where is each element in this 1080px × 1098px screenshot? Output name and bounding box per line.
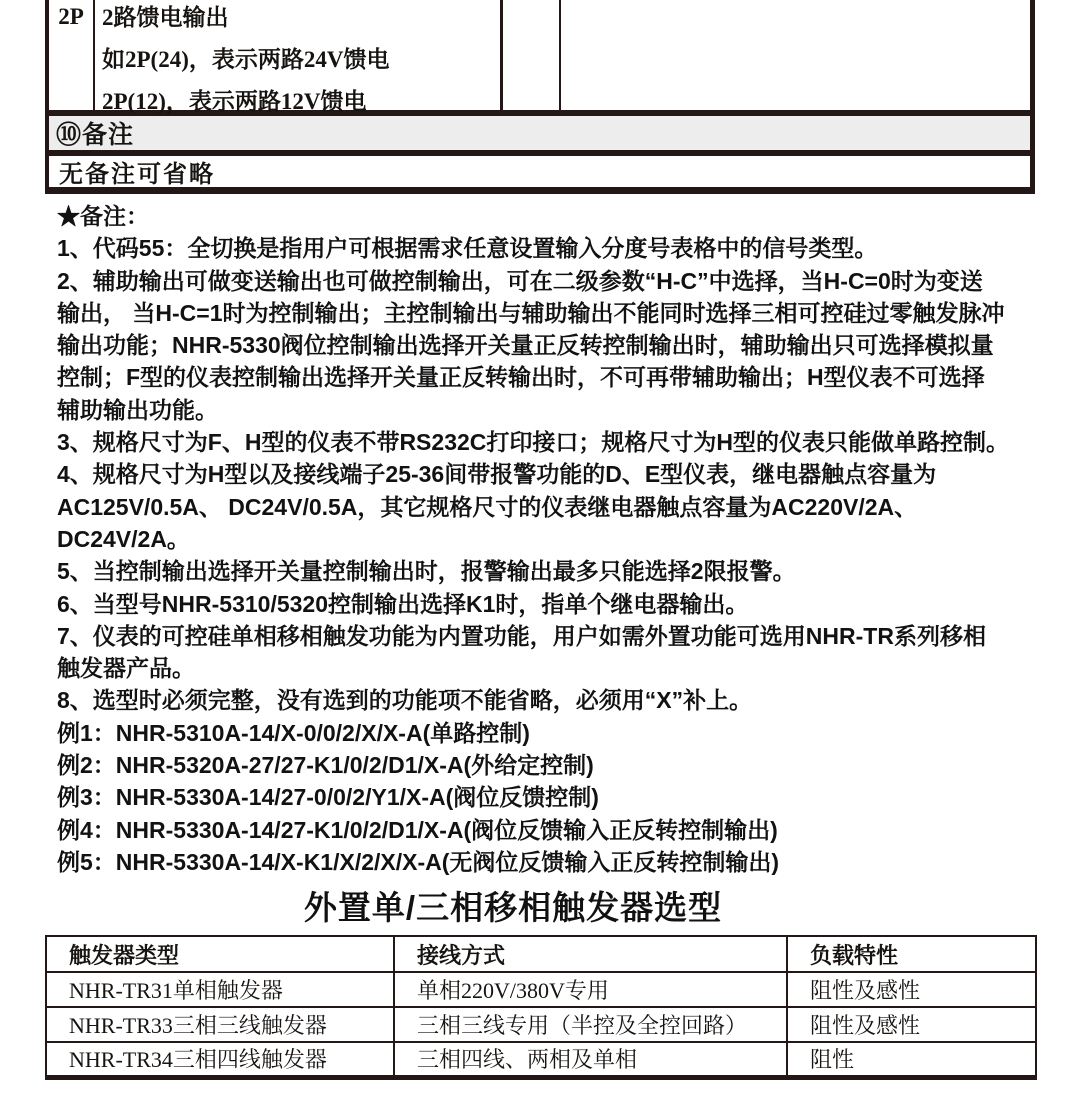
footnote-line: 辅助输出功能。 bbox=[57, 396, 218, 423]
trigger-load-cell: 阻性及感性 bbox=[787, 972, 1036, 1007]
footnote-example-line: 例4：NHR-5330A-14/27-K1/0/2/D1/X-A(阀位反馈输入正反转控制输出) bbox=[57, 816, 778, 843]
ordering-table-row-2p bbox=[45, 0, 1035, 114]
footnote-line: 控制；F型的仪表控制输出选择开关量正反转输出时，不可再带辅助输出；H型仪表不可选择 bbox=[57, 364, 985, 391]
footnote-line: AC125V/0.5A、 DC24V/0.5A，其它规格尺寸的仪表继电器触点容量为AC220V/2A、 bbox=[57, 493, 918, 520]
footnote-line: 触发器产品。 bbox=[57, 655, 195, 682]
trigger-type-cell: NHR-TR33三相三线触发器 bbox=[46, 1007, 394, 1042]
footnote-line: 8、选型时必须完整，没有选到的功能项不能省略，必须用“X”补上。 bbox=[57, 687, 753, 714]
footnote-line: 2、辅助输出可做变送输出也可做控制输出，可在二级参数“H-C”中选择，当H-C=0时为变送 bbox=[57, 267, 983, 294]
footnote-line: 5、当控制输出选择开关量控制输出时，报警输出最多只能选择2限报警。 bbox=[57, 558, 796, 585]
trigger-table-row bbox=[46, 1042, 1036, 1077]
footnote-line: 7、仪表的可控硅单相移相触发功能为内置功能，用户如需外置功能可选用NHR-TR系列移相 bbox=[57, 622, 986, 649]
remark-section-body: 无备注可省略 bbox=[45, 156, 1035, 194]
ordering-description-line: 2P(12)，表示两路12V馈电 bbox=[102, 89, 367, 114]
ordering-empty-narrow-cell bbox=[503, 0, 561, 110]
footnote-line: 3、规格尺寸为F、H型的仪表不带RS232C打印接口；规格尺寸为H型的仪表只能做单路控制。 bbox=[57, 429, 1009, 456]
footnote-example-line: 例2：NHR-5320A-27/27-K1/0/2/D1/X-A(外给定控制) bbox=[57, 752, 594, 779]
footnote-example-line: 例5：NHR-5330A-14/X-K1/X/2/X/X-A(无阀位反馈输入正反转控制输出) bbox=[57, 848, 780, 875]
footnote-example-line: 例1：NHR-5310A-14/X-0/0/2/X/X-A(单路控制) bbox=[57, 719, 530, 746]
ordering-code-cell: 2P bbox=[49, 0, 95, 110]
trigger-table-row bbox=[46, 972, 1036, 1007]
ordering-empty-wide-cell bbox=[561, 0, 1030, 110]
footnote-title: ★备注： bbox=[57, 203, 149, 229]
trigger-section-title: 外置单/三相移相触发器选型 bbox=[303, 889, 723, 926]
footnote-line: 6、当型号NHR-5310/5320控制输出选择K1时，指单个继电器输出。 bbox=[57, 590, 749, 617]
trigger-table-header-load: 负载特性 bbox=[787, 936, 1036, 972]
trigger-table-row bbox=[46, 1007, 1036, 1042]
footnote-line: 4、规格尺寸为H型以及接线端子25-36间带报警功能的D、E型仪表，继电器触点容量为 bbox=[57, 461, 937, 488]
footnote-line: 1、代码55：全切换是指用户可根据需求任意设置输入分度号表格中的信号类型。 bbox=[57, 235, 878, 262]
trigger-table-header-type: 触发器类型 bbox=[46, 936, 394, 972]
trigger-type-cell: NHR-TR34三相四线触发器 bbox=[46, 1042, 394, 1077]
trigger-selection-table bbox=[45, 935, 1037, 1080]
remark-section-header: ⑩备注 bbox=[45, 110, 1035, 156]
footnote-line: 输出功能；NHR-5330阀位控制输出选择开关量正反转控制输出时，辅助输出只可选择模拟量 bbox=[57, 332, 994, 359]
ordering-table-fragment bbox=[45, 0, 1035, 194]
trigger-table-header-row bbox=[46, 936, 1036, 972]
footnotes-block bbox=[57, 200, 1042, 878]
ordering-description-line: 2路馈电输出 bbox=[102, 5, 229, 30]
trigger-load-cell: 阻性及感性 bbox=[787, 1007, 1036, 1042]
trigger-table-header-wiring: 接线方式 bbox=[394, 936, 787, 972]
trigger-wiring-cell: 三相四线、两相及单相 bbox=[394, 1042, 787, 1077]
trigger-wiring-cell: 单相220V/380V专用 bbox=[394, 972, 787, 1007]
trigger-wiring-cell: 三相三线专用（半控及全控回路） bbox=[394, 1007, 787, 1042]
ordering-description-line: 如2P(24)，表示两路24V馈电 bbox=[102, 47, 390, 72]
ordering-description-cell bbox=[95, 0, 503, 114]
trigger-type-cell: NHR-TR31单相触发器 bbox=[46, 972, 394, 1007]
footnote-line: DC24V/2A。 bbox=[57, 525, 190, 552]
trigger-load-cell: 阻性 bbox=[787, 1042, 1036, 1077]
footnote-example-line: 例3：NHR-5330A-14/27-0/0/2/Y1/X-A(阀位反馈控制) bbox=[57, 784, 599, 811]
footnote-line: 输出， 当H-C=1时为控制输出；主控制输出与辅助输出不能同时选择三相可控硅过零触发脉冲 bbox=[57, 299, 1005, 326]
